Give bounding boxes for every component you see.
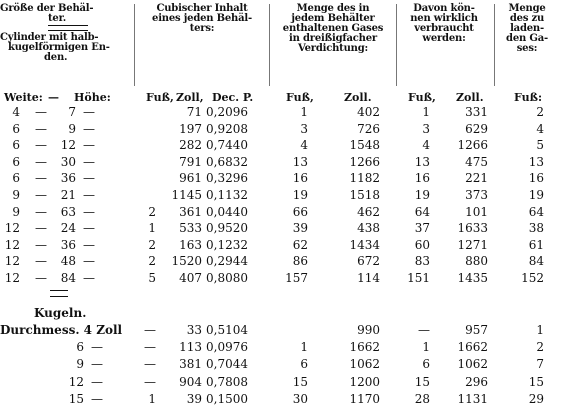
cell-gas-fuss: 62 (292, 237, 308, 252)
cell-load: 1 (536, 323, 544, 337)
cell-dash: — (35, 105, 47, 119)
cell-gas-fuss: 86 (292, 254, 308, 269)
cell-dash: — (83, 188, 95, 202)
cell-fuss: — (144, 323, 156, 337)
cell-dash: — (91, 340, 103, 355)
cell-dash: — (35, 204, 47, 219)
cell-load: 4 (536, 121, 544, 136)
header-gas-line: Menge des in (296, 3, 370, 14)
header-volume-line: ters: (189, 23, 215, 34)
cell-gas-fuss: 157 (285, 271, 308, 285)
cell-hoehe: 24 (60, 221, 76, 236)
cell-gas-fuss: 4 (300, 138, 308, 153)
cell-dec: 0,1132 (206, 188, 248, 202)
cell-weite: 15 (68, 391, 84, 406)
cell-usable-zoll: 331 (465, 105, 488, 119)
cell-usable-zoll: 1062 (457, 357, 488, 372)
cell-gas-fuss: 15 (292, 374, 308, 389)
header-load-line: ses: (516, 43, 538, 54)
cell-zoll: 381 (179, 357, 202, 372)
cell-dash: — (35, 154, 47, 169)
cell-hoehe: 12 (60, 138, 76, 153)
column-divider (269, 4, 270, 86)
cell-gas-zoll: 726 (357, 121, 380, 136)
cell-fuss: 2 (148, 237, 156, 252)
table-row (0, 375, 564, 392)
cell-hoehe: 9 (68, 121, 76, 136)
cell-weite: 12 (68, 374, 84, 389)
cell-gas-zoll: 1662 (349, 340, 380, 355)
cell-load: 19 (528, 188, 544, 202)
cell-fuss: 2 (148, 254, 156, 269)
cell-dec: 0,3296 (206, 171, 248, 186)
cell-zoll: 407 (179, 271, 202, 285)
cell-usable-fuss: — (418, 323, 430, 337)
cell-zoll: 904 (179, 374, 202, 389)
cell-usable-zoll: 373 (465, 188, 488, 202)
header-load-line: laden- (510, 23, 544, 34)
header-size-line: den. (44, 52, 68, 63)
cell-dash: — (35, 237, 47, 252)
cell-usable-fuss: 13 (414, 154, 430, 169)
cell-weite: 6 (76, 340, 84, 355)
double-rule (48, 25, 88, 31)
cell-dash: — (35, 254, 47, 269)
table-row (0, 340, 564, 357)
cell-usable-zoll: 957 (465, 323, 488, 337)
cell-zoll: 33 (186, 323, 202, 337)
header-volume (138, 4, 266, 34)
cell-gas-fuss: 16 (292, 171, 308, 186)
cell-usable-zoll: 1435 (457, 271, 488, 285)
cell-zoll: 961 (179, 171, 202, 186)
table-row (0, 171, 564, 188)
header-gas-line: Verdichtung: (297, 43, 369, 54)
cell-load: 7 (536, 357, 544, 372)
cell-gas-fuss: 66 (292, 204, 308, 219)
cell-usable-fuss: 4 (422, 138, 430, 153)
header-load-line: des zu (509, 13, 545, 24)
cell-dec: 0,9520 (206, 221, 248, 236)
cell-usable-zoll: 1131 (457, 391, 488, 406)
cell-usable-zoll: 1662 (457, 340, 488, 355)
cell-zoll: 282 (179, 138, 202, 153)
cell-gas-zoll: 438 (357, 221, 380, 236)
cell-weite: 6 (12, 121, 20, 136)
cell-dec: 0,8080 (206, 271, 248, 285)
cell-gas-fuss: 30 (292, 391, 308, 406)
table-row (0, 357, 564, 374)
cell-gas-zoll: 462 (357, 204, 380, 219)
header-usable-line: nen wirklich (410, 13, 478, 24)
cell-zoll: 361 (179, 204, 202, 219)
header-load-line: den Ga- (506, 33, 548, 44)
cell-weite: 6 (12, 171, 20, 186)
header-usable-line: Davon kön- (413, 3, 475, 14)
cell-load: 13 (528, 154, 544, 169)
cell-dec: 0,0976 (206, 340, 248, 355)
subheader-weite: Weite: (4, 91, 43, 104)
kugeln-title: Kugeln. (34, 306, 87, 320)
cell-zoll: 113 (179, 340, 202, 355)
cell-fuss: 1 (148, 221, 156, 236)
cell-load: 5 (536, 138, 544, 153)
cell-dash: — (83, 204, 95, 219)
table-row (0, 205, 564, 222)
cell-fuss: — (144, 340, 156, 355)
cell-usable-fuss: 16 (414, 171, 430, 186)
subheader-fuss: Fuß, (408, 91, 436, 104)
cell-dec: 0,0440 (206, 204, 248, 219)
header-usable (398, 4, 490, 44)
cell-fuss: 5 (148, 271, 156, 285)
cell-usable-zoll: 296 (465, 374, 488, 389)
cell-dec: 0,6832 (206, 154, 248, 169)
cell-usable-fuss: 28 (414, 391, 430, 406)
table-row (0, 105, 564, 122)
column-divider (494, 4, 495, 86)
cell-usable-fuss: 151 (407, 271, 430, 285)
cell-dash: — (83, 154, 95, 169)
cell-load: 152 (521, 271, 544, 285)
header-gas-amount (272, 4, 394, 54)
cell-dash: — (35, 221, 47, 236)
subheader-dash: — (48, 91, 59, 104)
cell-weite: 12 (4, 254, 20, 269)
cell-fuss: — (144, 374, 156, 389)
cell-dash: — (35, 138, 47, 153)
subheader-hoehe: Höhe: (74, 91, 111, 104)
subheader-zoll: Zoll, (176, 91, 204, 104)
column-divider (134, 4, 135, 86)
cell-hoehe: 63 (60, 204, 76, 219)
subheader-fuss: Fuß, (286, 91, 314, 104)
cell-zoll: 1145 (171, 188, 202, 202)
header-gas-line: enthaltenen Gases (282, 23, 384, 34)
cell-hoehe: 30 (60, 154, 76, 169)
cell-usable-fuss: 60 (414, 237, 430, 252)
cell-zoll: 791 (179, 154, 202, 169)
cell-usable-zoll: 880 (465, 254, 488, 269)
cell-fuss: 2 (148, 204, 156, 219)
cell-hoehe: 36 (60, 171, 76, 186)
cell-gas-zoll: 1434 (349, 237, 380, 252)
cell-gas-fuss: 1 (300, 105, 308, 119)
header-usable-line: verbraucht (414, 23, 474, 34)
cell-zoll: 163 (179, 237, 202, 252)
cell-dash: — (35, 188, 47, 202)
cell-fuss: 1 (148, 391, 156, 406)
header-gas-line: jedem Behälter (291, 13, 375, 24)
cell-gas-zoll: 114 (357, 271, 380, 285)
table-row (0, 155, 564, 172)
cell-load: 2 (536, 340, 544, 355)
cell-usable-fuss: 83 (414, 254, 430, 269)
header-load (498, 4, 556, 54)
cell-weite: 4 (12, 105, 20, 119)
cell-dash: — (91, 391, 103, 406)
cell-usable-fuss: 19 (414, 188, 430, 202)
cell-gas-fuss: 39 (292, 221, 308, 236)
cell-weite: 12 (4, 237, 20, 252)
cell-gas-fuss: 3 (300, 121, 308, 136)
table-row (0, 254, 564, 271)
header-usable-line: werden: (422, 33, 466, 44)
table-row (0, 188, 564, 205)
subheader-fuss: Fuß: (514, 91, 543, 104)
header-gas-line: in dreißigfacher (289, 33, 377, 44)
cell-hoehe: 84 (60, 271, 76, 285)
cell-dec: 0,2944 (206, 254, 248, 269)
header-volume-line: eines jeden Behäl- (152, 13, 252, 24)
cell-gas-zoll: 1518 (349, 188, 380, 202)
cell-usable-fuss: 37 (414, 221, 430, 236)
cell-dec: 0,9208 (206, 121, 248, 136)
cell-gas-zoll: 990 (357, 323, 380, 337)
cell-hoehe: 48 (60, 254, 76, 269)
subheader-zoll: Zoll. (456, 91, 484, 104)
table-row (0, 221, 564, 238)
cell-gas-zoll: 672 (357, 254, 380, 269)
cell-usable-zoll: 1633 (457, 221, 488, 236)
header-volume-line: Cubischer Inhalt (156, 3, 248, 14)
double-rule (50, 290, 68, 297)
header-load-line: Menge (508, 3, 546, 14)
header-size (0, 4, 130, 63)
cell-gas-zoll: 1170 (349, 391, 380, 406)
cell-usable-fuss: 1 (422, 105, 430, 119)
table-row (0, 138, 564, 155)
table-row (0, 323, 564, 340)
cell-hoehe: 36 (60, 237, 76, 252)
cell-gas-zoll: 1200 (349, 374, 380, 389)
cell-dec: 0,7044 (206, 357, 248, 372)
cell-fuss: — (144, 357, 156, 372)
cell-weite: 9 (76, 357, 84, 372)
cell-dash: — (91, 374, 103, 389)
cell-load: 15 (528, 374, 544, 389)
cell-hoehe: 7 (68, 105, 76, 119)
cell-dash: — (91, 357, 103, 372)
cell-usable-zoll: 221 (465, 171, 488, 186)
cell-load: 29 (528, 391, 544, 406)
cell-dash: — (35, 121, 47, 136)
cell-gas-fuss: 1 (300, 340, 308, 355)
cell-load: 38 (528, 221, 544, 236)
subheader-dec: Dec. P. (212, 91, 254, 104)
cell-load: 16 (528, 171, 544, 186)
cell-load: 2 (536, 105, 544, 119)
cell-usable-zoll: 101 (465, 204, 488, 219)
cell-gas-zoll: 1266 (349, 154, 380, 169)
cell-load: 84 (528, 254, 544, 269)
cell-dash: — (83, 271, 95, 285)
header-size-line: kugelförmigen En- (8, 42, 110, 53)
header-size-line: ter. (48, 13, 67, 24)
cell-usable-zoll: 475 (465, 154, 488, 169)
subheader-zoll: Zoll. (344, 91, 372, 104)
cell-dec: 0,5104 (206, 323, 248, 337)
cell-weite: Durchmess. 4 Zoll (0, 323, 123, 337)
cell-weite: 12 (4, 221, 20, 236)
cell-zoll: 197 (179, 121, 202, 136)
cell-usable-fuss: 15 (414, 374, 430, 389)
table-row (0, 238, 564, 255)
cell-hoehe: 21 (60, 188, 76, 202)
cell-usable-fuss: 64 (414, 204, 430, 219)
cell-dash: — (83, 138, 95, 153)
cell-dash: — (35, 171, 47, 186)
table-row (0, 271, 564, 288)
table-row (0, 392, 564, 409)
cell-zoll: 1520 (171, 254, 202, 269)
cell-weite: 9 (12, 204, 20, 219)
cell-zoll: 39 (186, 391, 202, 406)
cell-gas-fuss: 6 (300, 357, 308, 372)
cell-dash: — (83, 254, 95, 269)
cell-zoll: 71 (186, 105, 202, 119)
cell-load: 61 (528, 237, 544, 252)
cell-usable-fuss: 1 (422, 340, 430, 355)
cell-load: 64 (528, 204, 544, 219)
cell-usable-zoll: 1266 (457, 138, 488, 153)
cell-gas-zoll: 402 (357, 105, 380, 119)
subheader-fuss: Fuß, (146, 91, 174, 104)
table-row (0, 122, 564, 139)
cell-dec: 0,1500 (206, 391, 248, 406)
cell-gas-fuss: 13 (292, 154, 308, 169)
cell-gas-zoll: 1182 (349, 171, 380, 186)
cell-gas-zoll: 1062 (349, 357, 380, 372)
cell-dash: — (83, 105, 95, 119)
cell-weite: 12 (4, 271, 20, 285)
header-size-line: Größe der Behäl- (0, 3, 94, 14)
cell-gas-fuss: 19 (292, 188, 308, 202)
cell-dash: — (83, 221, 95, 236)
cell-zoll: 533 (179, 221, 202, 236)
cell-dec: 0,7440 (206, 138, 248, 153)
cell-dash: — (83, 121, 95, 136)
cell-weite: 6 (12, 154, 20, 169)
cell-dec: 0,2096 (206, 105, 248, 119)
cell-dash: — (35, 271, 47, 285)
cell-dash: — (83, 237, 95, 252)
cell-weite: 6 (12, 138, 20, 153)
cell-gas-zoll: 1548 (349, 138, 380, 153)
cell-weite: 9 (12, 188, 20, 202)
cell-dec: 0,1232 (206, 237, 248, 252)
cell-usable-fuss: 6 (422, 357, 430, 372)
column-divider (396, 4, 397, 86)
cell-usable-zoll: 1271 (457, 237, 488, 252)
cell-usable-fuss: 3 (422, 121, 430, 136)
cell-dec: 0,7808 (206, 374, 248, 389)
cell-dash: — (83, 171, 95, 186)
header-size-line: Cylinder mit halb- (0, 32, 99, 43)
cell-usable-zoll: 629 (465, 121, 488, 136)
